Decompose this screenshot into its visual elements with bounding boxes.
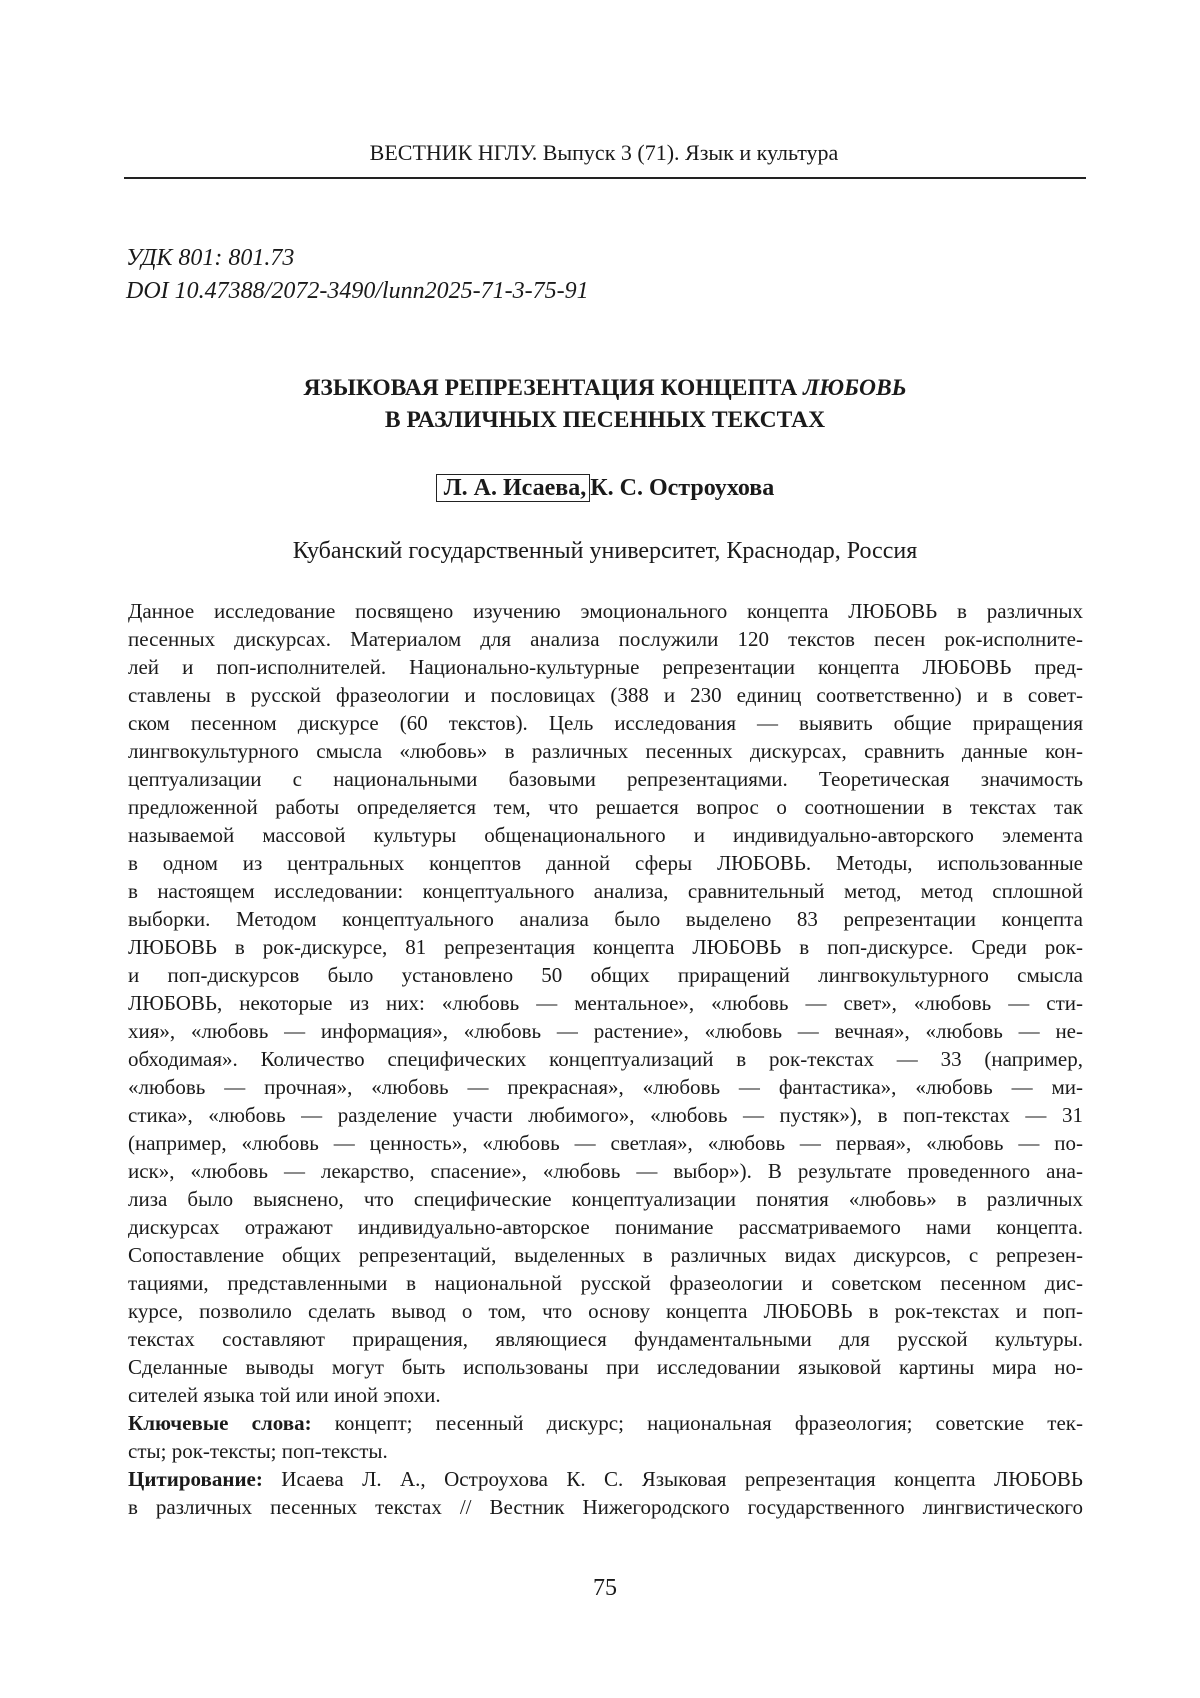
running-header: ВЕСТНИК НГЛУ. Выпуск 3 (71). Язык и культура [124,140,1084,166]
title-concept: ЛЮБОВЬ [803,375,906,401]
abstract-line: предложенной работы определяется тем, что решается вопрос о соотношении в текстах так [128,793,1083,821]
abstract-line: лей и поп-исполнителей. Национально-культурные репрезентации концепта ЛЮБОВЬ пред- [128,653,1083,681]
abstract-line: ставлены в русской фразеологии и пословицах (388 и 230 единиц соответственно) и в совет- [128,681,1083,709]
abstract [128,597,1083,1521]
author-1: Л. А. Исаева, [436,474,590,502]
abstract-line: ЛЮБОВЬ, некоторые из них: «любовь — ментальное», «любовь — свет», «любовь — сти- [128,989,1083,1017]
abstract-line: в настоящем исследовании: концептуального анализа, сравнительный метод, метод сплошной [128,877,1083,905]
abstract-line: «любовь — прочная», «любовь — прекрасная», «любовь — фантастика», «любовь — ми- [128,1073,1083,1101]
keywords-line-1 [128,1409,1083,1437]
abstract-line: цептуализации с национальными базовыми репрезентациями. Теоретическая значимость [128,765,1083,793]
abstract-line: (например, «любовь — ценность», «любовь — светлая», «любовь — первая», «любовь — по- [128,1129,1083,1157]
citation-label: Цитирование: [128,1467,263,1491]
abstract-line: ском песенном дискурсе (60 текстов). Цель исследования — выявить общие приращения [128,709,1083,737]
abstract-line: ЛЮБОВЬ в рок-дискурсе, 81 репрезентация концепта ЛЮБОВЬ в поп-дискурсе. Среди рок- [128,933,1083,961]
abstract-line: лиза было выяснено, что специфические концептуализации понятия «любовь» в различных [128,1185,1083,1213]
abstract-line: тациями, представленными в национальной русской фразеологии и советском песенном дис- [128,1269,1083,1297]
author-2: К. С. Остроухова [590,475,774,501]
abstract-line: хия», «любовь — информация», «любовь — растение», «любовь — вечная», «любовь — не- [128,1017,1083,1045]
affiliation: Кубанский государственный университет, Краснодар, Россия [124,538,1086,565]
keywords-label: Ключевые слова: [128,1411,312,1435]
abstract-line: выборки. Методом концептуального анализа было выделено 83 репрезентации концепта [128,905,1083,933]
journal-page [0,0,1200,1698]
abstract-line: стика», «любовь — разделение участи любимого», «любовь — пустяк»), в поп-текстах — 31 [128,1101,1083,1129]
abstract-line: в одном из центральных концептов данной сферы ЛЮБОВЬ. Методы, использованные [128,849,1083,877]
article-title-line-2: В РАЗЛИЧНЫХ ПЕСЕННЫХ ТЕКСТАХ [124,404,1086,436]
abstract-line: сителей языка той или иной эпохи. [128,1381,1083,1409]
udk-code: УДК 801: 801.73 [126,245,294,272]
abstract-line: дискурсах отражают индивидуально-авторское понимание рассматриваемого нами концепта. [128,1213,1083,1241]
article-title-line-1 [124,372,1086,404]
abstract-line: и поп-дискурсов было установлено 50 общих приращений лингвокультурного смысла [128,961,1083,989]
abstract-line: курсе, позволило сделать вывод о том, что основу концепта ЛЮБОВЬ в рок-текстах и поп- [128,1297,1083,1325]
doi: DOI 10.47388/2072-3490/lunn2025-71-3-75-91 [126,278,589,305]
citation-line-1 [128,1465,1083,1493]
abstract-line: называемой массовой культуры общенационального и индивидуально-авторского элемента [128,821,1083,849]
header-divider [124,177,1086,179]
abstract-line: иск», «любовь — лекарство, спасение», «любовь — выбор»). В результате проведенного ана- [128,1157,1083,1185]
citation-line-2: в различных песенных текстах // Вестник Нижегородского государственного лингвистического [128,1493,1083,1521]
title-prefix: ЯЗЫКОВАЯ РЕПРЕЗЕНТАЦИЯ КОНЦЕПТА [303,375,803,401]
keywords-line-2: сты; рок-тексты; поп-тексты. [128,1437,1083,1465]
abstract-line: песенных дискурсах. Материалом для анализа послужили 120 текстов песен рок-исполните- [128,625,1083,653]
abstract-line: лингвокультурного смысла «любовь» в различных песенных дискурсах, сравнить данные кон- [128,737,1083,765]
page-number: 75 [124,1575,1086,1602]
abstract-line: Данное исследование посвящено изучению эмоционального концепта ЛЮБОВЬ в различных [128,597,1083,625]
abstract-line: Сделанные выводы могут быть использованы при исследовании языковой картины мира но- [128,1353,1083,1381]
abstract-line: обходимая». Количество специфических концептуализаций в рок-текстах — 33 (например, [128,1045,1083,1073]
keywords-text: концепт; песенный дискурс; национальная фразеология; советские тек- [312,1411,1083,1435]
citation-text: Исаева Л. А., Остроухова К. С. Языковая репрезентация концепта ЛЮБОВЬ [263,1467,1083,1491]
abstract-line: текстах составляют приращения, являющиеся фундаментальными для русской культуры. [128,1325,1083,1353]
authors [124,475,1086,502]
abstract-line: Сопоставление общих репрезентаций, выделенных в различных видах дискурсов, с репрезен- [128,1241,1083,1269]
